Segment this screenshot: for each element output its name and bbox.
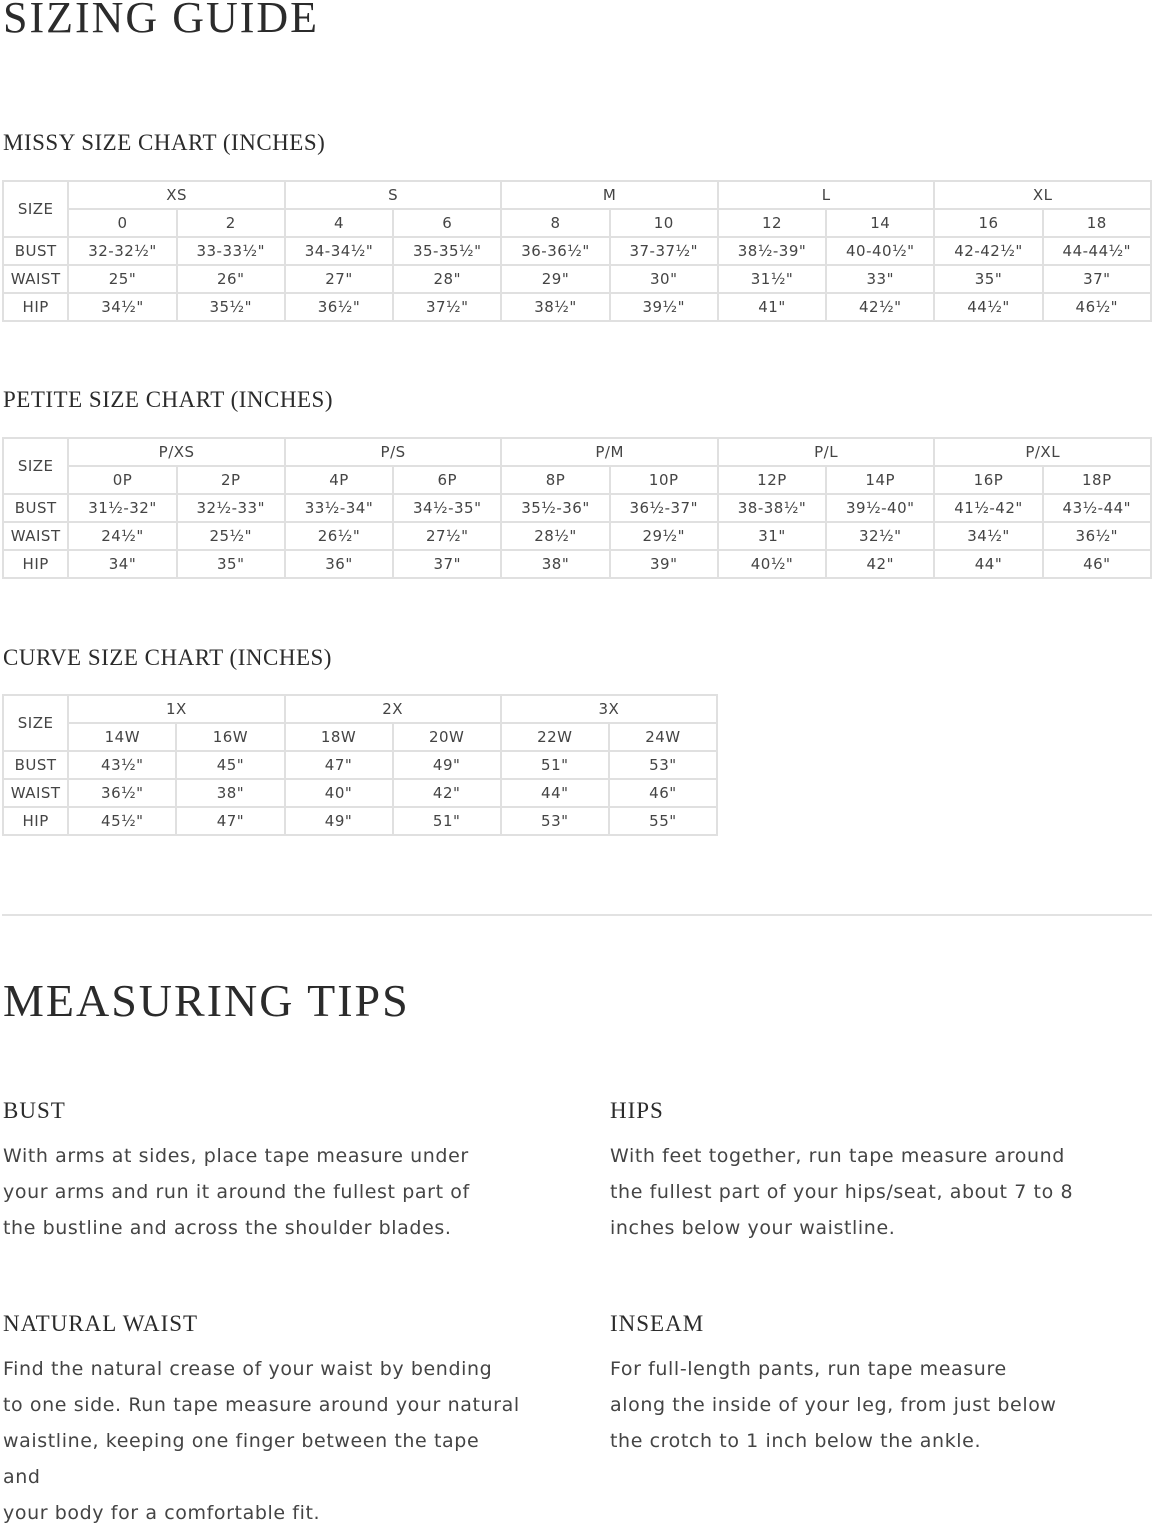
size-group-header: XS [68,181,285,209]
measurement-value: 44" [934,550,1042,578]
tip-inseam-text [610,1351,1130,1459]
size-number-header: 6P [393,466,501,494]
measurement-value: 47" [285,751,393,779]
measurement-value: 39" [610,550,718,578]
measurement-value: 34½" [68,293,176,321]
size-number-header: 12P [718,466,826,494]
tip-natural-waist-title: NATURAL WAIST [3,1311,199,1336]
measurement-value: 32-32½" [68,237,176,265]
size-number-header: 12 [718,209,826,237]
measurement-value: 44" [501,779,609,807]
tip-natural-waist-text [3,1351,523,1531]
size-group-header: P/S [285,438,502,466]
measuring-tips-title: MEASURING TIPS [3,975,410,1026]
measurement-value: 55" [609,807,717,835]
table-row [3,265,1151,293]
size-number-header: 0 [68,209,176,237]
measurement-value: 44½" [934,293,1042,321]
tip-inseam [610,1311,1130,1459]
size-group-header: XL [934,181,1151,209]
size-number-header: 10P [610,466,718,494]
measurement-value: 38½" [501,293,609,321]
tip-natural-waist [3,1311,523,1531]
size-group-header: S [285,181,502,209]
measurement-value: 26½" [285,522,393,550]
tip-line: the bustline and across the shoulder blades. [3,1217,452,1239]
size-number-header: 4P [285,466,393,494]
measurement-value: 44-44½" [1043,237,1151,265]
measurement-value: 37" [1043,265,1151,293]
measurement-value: 43½" [68,751,176,779]
measurement-value: 45½" [68,807,176,835]
measurement-value: 36½-37" [610,494,718,522]
measurement-value: 27" [285,265,393,293]
measurement-label: BUST [3,751,68,779]
measurement-value: 34½-35" [393,494,501,522]
measurement-value: 45" [176,751,284,779]
tip-hips [610,1098,1130,1246]
table-row [3,522,1151,550]
tip-bust-title: BUST [3,1098,66,1123]
measurement-label: HIP [3,293,68,321]
measurement-label: HIP [3,807,68,835]
tip-bust-text [3,1138,523,1246]
measurement-value: 41½-42" [934,494,1042,522]
measurement-value: 51" [501,751,609,779]
size-group-header: 2X [285,695,501,723]
size-number-header: 2P [177,466,285,494]
size-number-header: 22W [501,723,609,751]
measurement-value: 38-38½" [718,494,826,522]
curve-chart-heading: CURVE SIZE CHART (INCHES) [3,645,332,670]
measurement-value: 31" [718,522,826,550]
measurement-value: 40½" [718,550,826,578]
measurement-value: 25" [68,265,176,293]
measurement-value: 40" [285,779,393,807]
measurement-value: 37" [393,550,501,578]
measurement-value: 31½-32" [68,494,176,522]
tip-line: inches below your waistline. [610,1217,896,1239]
size-number-header: 10 [610,209,718,237]
measurement-value: 36" [285,550,393,578]
tip-line: the fullest part of your hips/seat, about 7 to 8 [610,1181,1074,1203]
measurement-value: 37-37½" [610,237,718,265]
measurement-value: 38" [501,550,609,578]
tip-line: Find the natural crease of your waist by bending [3,1358,493,1380]
measurement-value: 35" [177,550,285,578]
measurement-value: 29" [501,265,609,293]
size-group-header: P/M [501,438,718,466]
measurement-value: 42-42½" [934,237,1042,265]
measurement-label: BUST [3,237,68,265]
size-number-header: 20W [393,723,501,751]
measurement-value: 35½-36" [501,494,609,522]
size-number-header: 18 [1043,209,1151,237]
size-group-header: L [718,181,935,209]
tip-line: your body for a comfortable fit. [3,1502,321,1524]
measurement-value: 34" [68,550,176,578]
measurement-value: 53" [501,807,609,835]
tip-line: With feet together, run tape measure around [610,1145,1065,1167]
size-number-header: 24W [609,723,717,751]
measurement-value: 32½-33" [177,494,285,522]
size-number-header: 14 [826,209,934,237]
measurement-value: 42" [393,779,501,807]
table-row [3,751,717,779]
measurement-value: 39½-40" [826,494,934,522]
size-number-header: 6 [393,209,501,237]
measurement-label: WAIST [3,779,68,807]
measurement-value: 40-40½" [826,237,934,265]
size-group-header: 3X [501,695,717,723]
measurement-value: 46½" [1043,293,1151,321]
measurement-value: 41" [718,293,826,321]
petite-chart-heading: PETITE SIZE CHART (INCHES) [3,387,333,412]
measurement-value: 36½" [285,293,393,321]
tip-inseam-title: INSEAM [610,1311,705,1336]
measurement-label: WAIST [3,265,68,293]
measurement-value: 36½" [68,779,176,807]
size-label-cell: SIZE [3,695,68,751]
size-number-header: 16P [934,466,1042,494]
size-number-header: 18W [285,723,393,751]
tip-hips-title: HIPS [610,1098,664,1123]
size-number-header: 4 [285,209,393,237]
measurement-value: 42½" [826,293,934,321]
missy-size-table [2,180,1152,322]
section-divider [2,914,1152,916]
measurement-value: 33" [826,265,934,293]
table-row [3,807,717,835]
measurement-value: 28" [393,265,501,293]
tip-line: waistline, keeping one finger between the tape and [3,1430,480,1488]
measurement-value: 27½" [393,522,501,550]
measurement-value: 38" [176,779,284,807]
measurement-value: 51" [393,807,501,835]
measurement-value: 43½-44" [1043,494,1151,522]
size-group-header: 1X [68,695,284,723]
measurement-value: 36-36½" [501,237,609,265]
measurement-value: 46" [1043,550,1151,578]
size-number-header: 16W [176,723,284,751]
tip-line: With arms at sides, place tape measure under [3,1145,469,1167]
measurement-value: 29½" [610,522,718,550]
measurement-value: 33-33½" [177,237,285,265]
table-row [3,550,1151,578]
petite-size-table [2,437,1152,579]
tip-line: your arms and run it around the fullest part of [3,1181,470,1203]
measurement-value: 49" [393,751,501,779]
size-label-cell: SIZE [3,181,68,237]
measurement-label: WAIST [3,522,68,550]
measurement-value: 47" [176,807,284,835]
size-group-header: M [501,181,718,209]
size-number-header: 16 [934,209,1042,237]
measurement-value: 35½" [177,293,285,321]
measurement-value: 31½" [718,265,826,293]
page-title: SIZING GUIDE [3,0,320,42]
measurement-value: 39½" [610,293,718,321]
table-row [3,779,717,807]
tip-line: For full-length pants, run tape measure [610,1358,1007,1380]
size-label-cell: SIZE [3,438,68,494]
measurement-value: 34½" [934,522,1042,550]
measurement-value: 32½" [826,522,934,550]
measurement-value: 49" [285,807,393,835]
measurement-label: HIP [3,550,68,578]
tip-bust [3,1098,523,1246]
measurement-value: 38½-39" [718,237,826,265]
measurement-value: 33½-34" [285,494,393,522]
measurement-value: 34-34½" [285,237,393,265]
measurement-value: 37½" [393,293,501,321]
tip-line: to one side. Run tape measure around your natural [3,1394,520,1416]
measurement-value: 53" [609,751,717,779]
measurement-value: 42" [826,550,934,578]
missy-chart-heading: MISSY SIZE CHART (INCHES) [3,130,326,155]
measurement-value: 24½" [68,522,176,550]
size-number-header: 2 [177,209,285,237]
size-number-header: 18P [1043,466,1151,494]
table-row [3,237,1151,265]
measurement-value: 35-35½" [393,237,501,265]
size-group-header: P/XL [934,438,1151,466]
measurement-value: 46" [609,779,717,807]
curve-size-table [2,694,718,836]
table-row [3,293,1151,321]
tip-line: the crotch to 1 inch below the ankle. [610,1430,982,1452]
size-group-header: P/L [718,438,935,466]
measurement-value: 30" [610,265,718,293]
tip-hips-text [610,1138,1130,1246]
measurement-value: 25½" [177,522,285,550]
size-number-header: 8P [501,466,609,494]
size-group-header: P/XS [68,438,285,466]
measurement-value: 26" [177,265,285,293]
measurement-value: 36½" [1043,522,1151,550]
measurement-value: 28½" [501,522,609,550]
size-number-header: 8 [501,209,609,237]
size-number-header: 0P [68,466,176,494]
measurement-label: BUST [3,494,68,522]
size-number-header: 14P [826,466,934,494]
table-row [3,494,1151,522]
size-number-header: 14W [68,723,176,751]
tip-line: along the inside of your leg, from just below [610,1394,1057,1416]
measurement-value: 35" [934,265,1042,293]
